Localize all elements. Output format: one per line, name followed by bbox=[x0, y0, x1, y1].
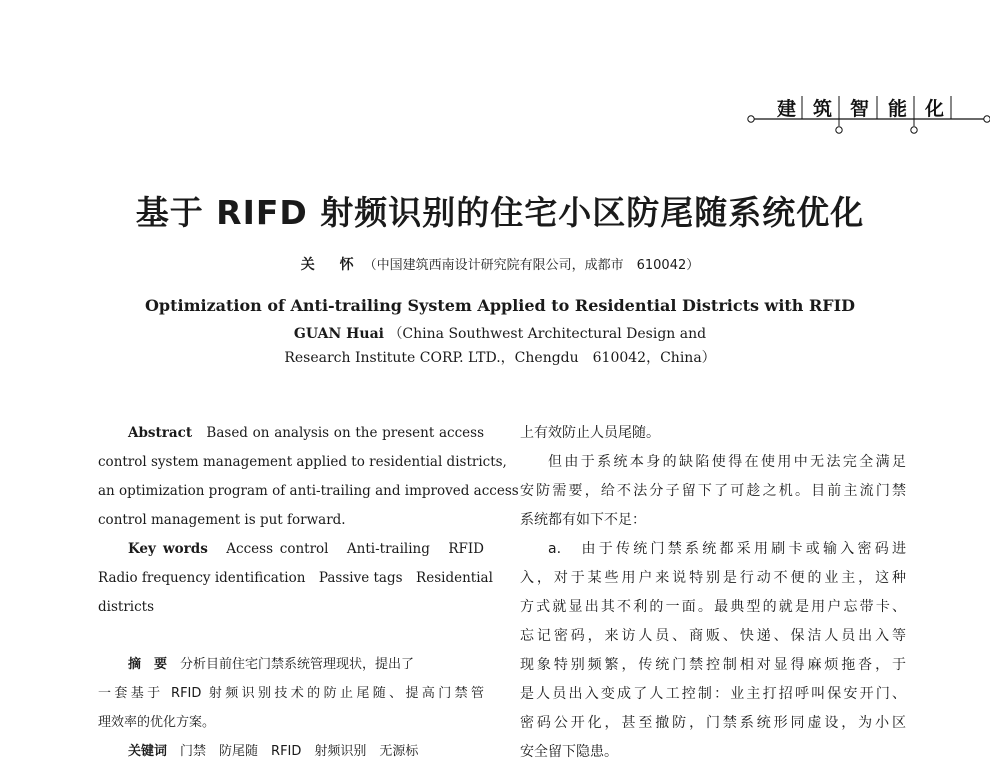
section-char-1: 建 bbox=[777, 98, 797, 120]
section-char-5: 化 bbox=[925, 98, 945, 120]
body-line-4: 系统都有如下不足： bbox=[520, 512, 646, 528]
zh-abstract-line-1 bbox=[128, 655, 484, 675]
abstract-line-4: control management is put forward. bbox=[98, 512, 346, 528]
abstract-label: Abstract bbox=[128, 425, 193, 441]
section-char-2: 筑 bbox=[813, 98, 833, 120]
section-char-4: 能 bbox=[888, 98, 908, 120]
affiliation-chinese: （中国建筑西南设计研究院有限公司，成都市 610042） bbox=[363, 258, 700, 273]
section-char-3: 智 bbox=[850, 98, 870, 120]
zh-abstract-text-1: 分析目前住宅门禁系统管理现状，提出了 bbox=[180, 657, 415, 672]
body-line-8: 忘记密码，来访人员、商贩、快递、保洁人员出入等 bbox=[520, 628, 906, 644]
byline-chinese bbox=[0, 254, 1000, 274]
author-name-english: GUAN Huai bbox=[293, 326, 384, 342]
abstract-line-3: an optimization program of anti-trailing and improved access bbox=[98, 483, 519, 499]
affiliation-english-part-1: （China Southwest Architectural Design and bbox=[388, 326, 707, 342]
page-title-chinese: 基于 RIFD 射频识别的住宅小区防尾随系统优化 bbox=[135, 193, 865, 232]
body-line-5: a. 由于传统门禁系统都采用刷卡或输入密码进 bbox=[548, 541, 906, 557]
body-line-9: 现象特别频繁，传统门禁控制相对显得麻烦拖沓，于 bbox=[520, 657, 906, 673]
body-line-3: 安防需要，给不法分子留下了可趁之机。目前主流门禁 bbox=[520, 483, 906, 499]
body-line-2: 但由于系统本身的缺陷使得在使用中无法完全满足 bbox=[548, 454, 906, 470]
zh-abstract-label: 摘 要 bbox=[128, 657, 168, 672]
zh-keywords-text: 门禁 防尾随 RFID 射频识别 无源标 bbox=[180, 744, 419, 759]
body-line-1: 上有效防止人员尾随。 bbox=[520, 425, 660, 441]
body-line-12: 安全留下隐患。 bbox=[520, 744, 618, 760]
byline-english-line-1 bbox=[0, 323, 1000, 343]
section-header-ornament bbox=[740, 88, 990, 138]
abstract-text-1: Based on analysis on the present access bbox=[206, 425, 485, 441]
abstract-line-1 bbox=[128, 423, 484, 443]
keywords-label: Key words bbox=[128, 541, 208, 557]
page-title-english: Optimization of Anti-trailing System Applied to Residential Districts with RFID bbox=[144, 296, 855, 315]
zh-keywords-label: 关键词 bbox=[128, 744, 168, 759]
byline-english-line-2: Research Institute CORP. LTD.，Chengdu 610042，China） bbox=[284, 350, 716, 366]
zh-abstract-line-3: 理效率的优化方案。 bbox=[98, 715, 216, 730]
keywords-text-1: Access control Anti-trailing RFID bbox=[226, 541, 485, 557]
zh-keywords-line bbox=[128, 742, 484, 762]
author-name-chinese: 关 怀 bbox=[300, 257, 364, 273]
keywords-line-3: districts bbox=[98, 599, 154, 615]
body-line-10: 是人员出入变成了人工控制：业主打招呼叫保安开门、 bbox=[520, 686, 906, 702]
body-line-7: 方式就显出其不利的一面。最典型的就是用户忘带卡、 bbox=[520, 599, 906, 615]
abstract-line-2: control system management applied to residential districts, bbox=[98, 454, 507, 470]
keywords-line-1 bbox=[128, 539, 484, 559]
body-line-6: 入，对于某些用户来说特别是行动不便的业主，这种 bbox=[520, 570, 906, 586]
keywords-line-2: Radio frequency identification Passive tags Residential bbox=[98, 570, 493, 586]
body-line-11: 密码公开化，甚至撤防，门禁系统形同虚设，为小区 bbox=[520, 715, 906, 731]
zh-abstract-line-2: 一套基于 RFID 射频识别技术的防止尾随、提高门禁管 bbox=[98, 686, 484, 701]
